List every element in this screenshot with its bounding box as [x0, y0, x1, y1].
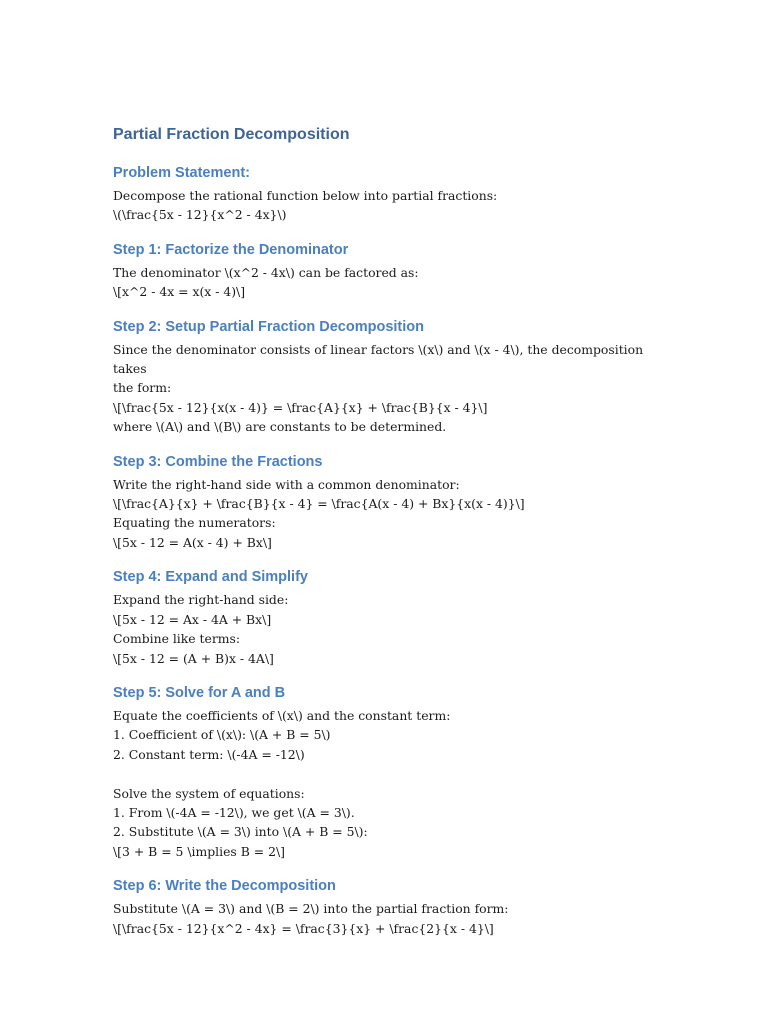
- body-line: \[5x - 12 = A(x - 4) + Bx\]: [113, 534, 272, 550]
- body-line: Combine like terms:: [113, 631, 241, 647]
- section-heading: Step 6: Write the Decomposition: [113, 878, 336, 895]
- body-line: Since the denominator consists of linear factors \(x\) and \(x - 4\), the decomposition takes: [113, 341, 648, 377]
- section-step-4: [113, 567, 673, 668]
- document-title: Partial Fraction Decomposition: [113, 126, 350, 143]
- body-line: 2. Substitute \(A = 3\) into \(A + B = 5\):: [113, 824, 368, 840]
- body-line: \[3 + B = 5 \implies B = 2\]: [113, 843, 285, 859]
- body-line: \[\frac{A}{x} + \frac{B}{x - 4} = \frac{A(x - 4) + Bx}{x(x - 4)}\]: [113, 496, 525, 512]
- section-heading: Step 1: Factorize the Denominator: [113, 241, 349, 258]
- body-line: \(\frac{5x - 12}{x^2 - 4x}\): [113, 207, 287, 223]
- section-step-3: [113, 452, 673, 553]
- body-line: The denominator \(x^2 - 4x\) can be factored as:: [113, 264, 419, 280]
- body-line: \[5x - 12 = (A + B)x - 4A\]: [113, 650, 274, 666]
- body-line: \[\frac{5x - 12}{x^2 - 4x} = \frac{3}{x} + \frac{2}{x - 4}\]: [113, 920, 494, 936]
- section-problem-statement: [113, 163, 673, 225]
- blank-line: [113, 764, 673, 783]
- section-heading: Step 5: Solve for A and B: [113, 684, 286, 701]
- body-line: 1. From \(-4A = -12\), we get \(A = 3\).: [113, 804, 355, 820]
- body-line: \[x^2 - 4x = x(x - 4)\]: [113, 284, 246, 300]
- section-step-1: [113, 240, 673, 302]
- section-step-2: [113, 317, 673, 437]
- document-page: [113, 124, 673, 953]
- body-line: Solve the system of equations:: [113, 785, 305, 801]
- body-line: 2. Constant term: \(-4A = -12\): [113, 746, 305, 762]
- body-line: Expand the right-hand side:: [113, 592, 289, 608]
- body-line: the form:: [113, 380, 172, 396]
- section-step-6: [113, 876, 673, 938]
- section-step-5: [113, 683, 673, 861]
- body-line: \[5x - 12 = Ax - 4A + Bx\]: [113, 611, 272, 627]
- body-line: Decompose the rational function below into partial fractions:: [113, 188, 498, 203]
- body-line: \[\frac{5x - 12}{x(x - 4)} = \frac{A}{x} + \frac{B}{x - 4}\]: [113, 399, 488, 415]
- section-heading: Step 4: Expand and Simplify: [113, 569, 308, 586]
- body-line: Write the right-hand side with a common denominator:: [113, 476, 460, 492]
- section-heading: Step 2: Setup Partial Fraction Decomposition: [113, 318, 424, 335]
- body-line: 1. Coefficient of \(x\): \(A + B = 5\): [113, 727, 331, 743]
- section-heading: Problem Statement:: [113, 165, 250, 181]
- body-line: Equate the coefficients of \(x\) and the constant term:: [113, 707, 451, 723]
- body-line: Equating the numerators:: [113, 515, 276, 531]
- body-line: where \(A\) and \(B\) are constants to be determined.: [113, 419, 447, 435]
- section-heading: Step 3: Combine the Fractions: [113, 453, 323, 470]
- body-line: Substitute \(A = 3\) and \(B = 2\) into the partial fraction form:: [113, 901, 509, 917]
